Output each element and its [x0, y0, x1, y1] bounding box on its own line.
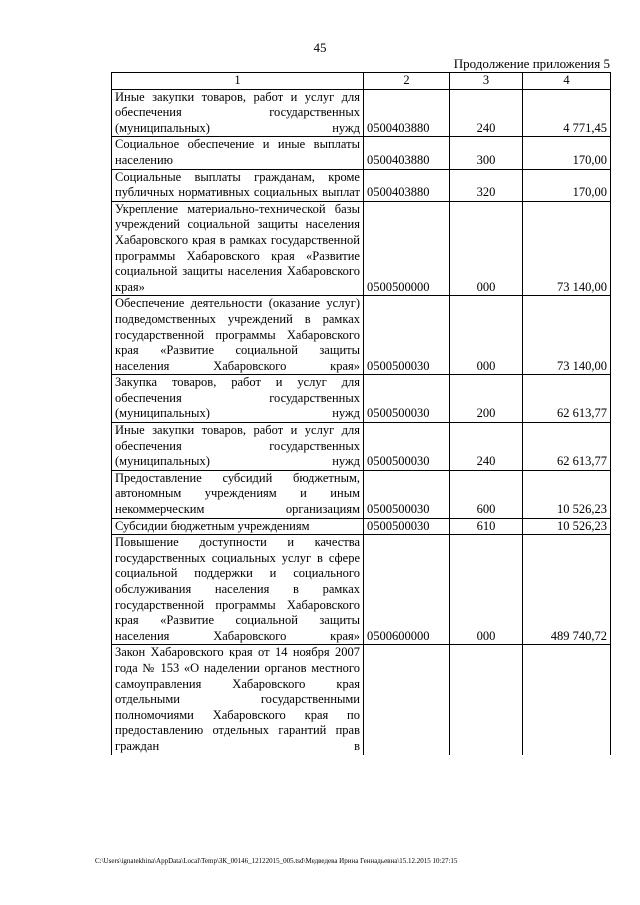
row-code — [364, 645, 450, 755]
table-row — [112, 201, 611, 296]
header-cell-code: 2 — [364, 73, 450, 90]
row-vr: 300 — [450, 137, 523, 169]
row-sum: 62 613,77 — [523, 423, 611, 471]
file-path-footer: C:\Users\ignatekhina\AppData\Local\Temp\ЗК_00146_12122015_005.tsd\Медведева Ирина Геннадьевна\15.12.2015 10:27:15 — [95, 857, 458, 865]
row-name: Социальное обеспечение и иные выплаты населению — [112, 137, 364, 169]
row-code: 0500500030 — [364, 296, 450, 375]
table-row — [112, 423, 611, 471]
row-vr: 000 — [450, 201, 523, 296]
row-sum — [523, 645, 611, 755]
row-code: 0500403880 — [364, 169, 450, 201]
row-name: Предоставление субсидий бюджетным, автономным учреждениям и иным некоммерческим организациям — [112, 470, 364, 518]
row-sum: 62 613,77 — [523, 375, 611, 423]
row-vr: 610 — [450, 518, 523, 535]
row-code: 0500500000 — [364, 201, 450, 296]
row-name: Обеспечение деятельности (оказание услуг) подведомственных учреждений в рамках государственной программы Хабаровского края «Развитие социальной защиты населения Хабаровского края» — [112, 296, 364, 375]
row-code: 0500500030 — [364, 423, 450, 471]
row-sum: 10 526,23 — [523, 518, 611, 535]
row-vr: 600 — [450, 470, 523, 518]
row-name: Субсидии бюджетным учреждениям — [112, 518, 364, 535]
row-vr — [450, 645, 523, 755]
row-name: Закупка товаров, работ и услуг для обеспечения государственных (муниципальных) нужд — [112, 375, 364, 423]
table-row — [112, 137, 611, 169]
row-sum: 170,00 — [523, 137, 611, 169]
continuation-label: Продолжение приложения 5 — [453, 56, 610, 71]
row-sum: 10 526,23 — [523, 470, 611, 518]
table-row — [112, 296, 611, 375]
table-header-row — [112, 73, 611, 90]
row-name: Закон Хабаровского края от 14 ноября 2007 года № 153 «О наделении органов местного самоуправления Хабаровского края отдельными государственными полномочиями Хабаровского края по предоставлению отдельных гарантий прав граждан в — [112, 645, 364, 755]
table-row — [112, 89, 611, 137]
budget-table — [111, 72, 611, 755]
row-sum: 73 140,00 — [523, 201, 611, 296]
row-name: Укрепление материально-технической базы учреждений социальной защиты населения Хабаровского края в рамках государственной программы Хабаровского края «Развитие социальной защиты населения Хабаровского края» — [112, 201, 364, 296]
row-sum: 73 140,00 — [523, 296, 611, 375]
table-row — [112, 518, 611, 535]
row-code: 0500403880 — [364, 89, 450, 137]
row-code: 0500500030 — [364, 518, 450, 535]
row-name: Иные закупки товаров, работ и услуг для обеспечения государственных (муниципальных) нужд — [112, 89, 364, 137]
row-name: Повышение доступности и качества государственных социальных услуг в сфере социальной поддержки и социального обслуживания населения в рамках государственной программы Хабаровского края «Развитие социальной защиты населения Хабаровского края» — [112, 535, 364, 645]
page-number: 45 — [313, 40, 327, 55]
row-vr: 000 — [450, 535, 523, 645]
table-row — [112, 375, 611, 423]
row-sum: 489 740,72 — [523, 535, 611, 645]
row-code: 0500500030 — [364, 470, 450, 518]
row-vr: 200 — [450, 375, 523, 423]
table-row — [112, 169, 611, 201]
row-code: 0500600000 — [364, 535, 450, 645]
row-vr: 240 — [450, 423, 523, 471]
header-cell-sum: 4 — [523, 73, 611, 90]
table-row — [112, 470, 611, 518]
row-code: 0500500030 — [364, 375, 450, 423]
row-code: 0500403880 — [364, 137, 450, 169]
row-sum: 4 771,45 — [523, 89, 611, 137]
row-vr: 320 — [450, 169, 523, 201]
table-row — [112, 535, 611, 645]
row-name: Социальные выплаты гражданам, кроме публичных нормативных социальных выплат — [112, 169, 364, 201]
row-sum: 170,00 — [523, 169, 611, 201]
row-vr: 000 — [450, 296, 523, 375]
row-name: Иные закупки товаров, работ и услуг для обеспечения государственных (муниципальных) нужд — [112, 423, 364, 471]
header-cell-vr: 3 — [450, 73, 523, 90]
header-cell-name: 1 — [112, 73, 364, 90]
row-vr: 240 — [450, 89, 523, 137]
table-row — [112, 645, 611, 755]
